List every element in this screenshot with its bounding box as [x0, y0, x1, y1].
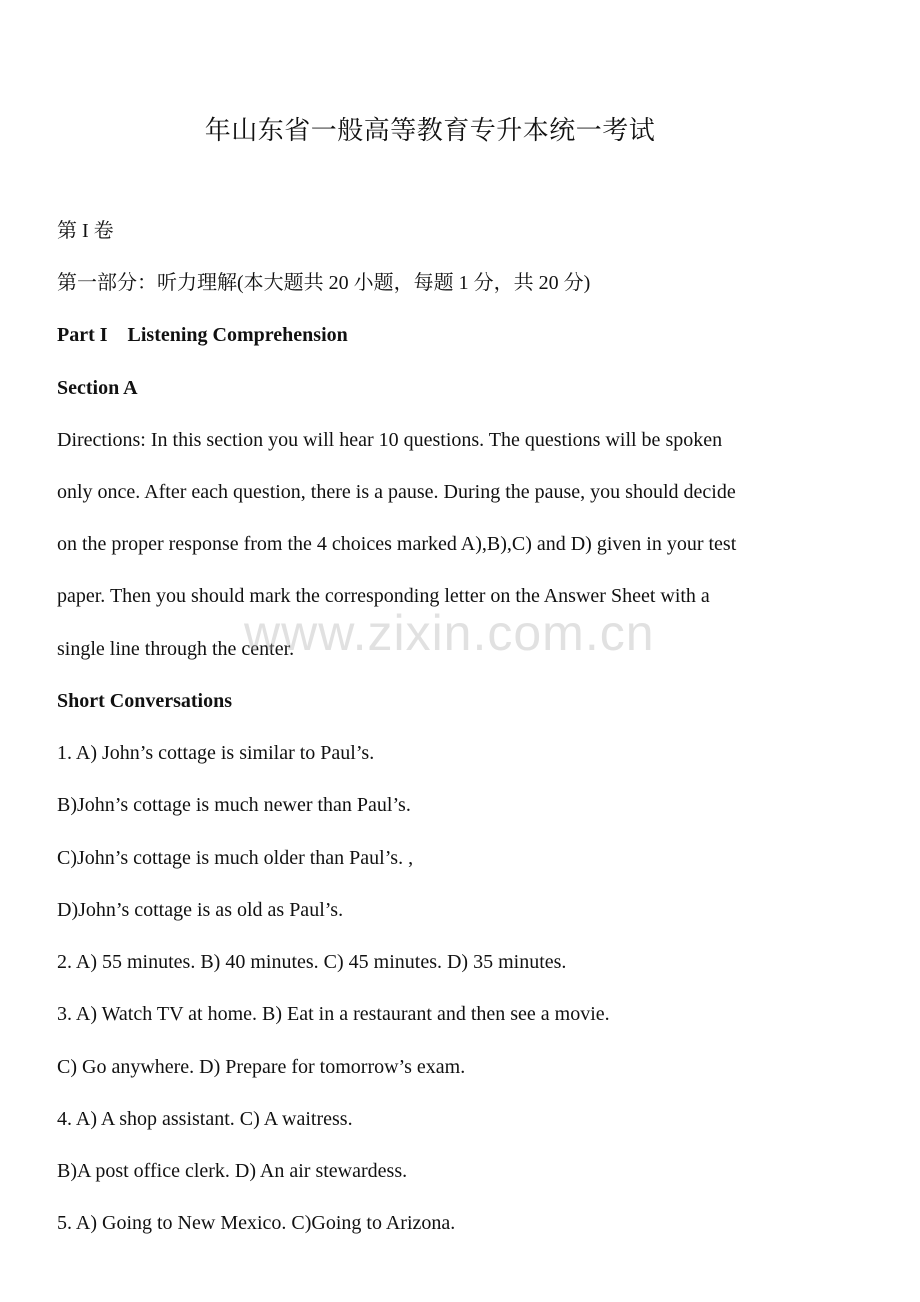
question-line: 2. A) 55 minutes. B) 40 minutes. C) 45 minutes. D) 35 minutes. [57, 951, 567, 973]
question-line: D)John’s cottage is as old as Paul’s. [57, 899, 344, 921]
directions-line: single line through the center. [57, 638, 295, 660]
directions-line: Directions: In this section you will hear 10 questions. The questions will be spoken [57, 429, 723, 451]
question-line: C) Go anywhere. D) Prepare for tomorrow’s exam. [57, 1056, 466, 1078]
document-title: 年山东省一般高等教育专升本统一考试 [204, 116, 656, 145]
question-line: 4. A) A shop assistant. C) A waitress. [57, 1108, 353, 1130]
watermark: www.zixin.com.cn [244, 605, 655, 661]
question-line: 1. A) John’s cottage is similar to Paul’s. [57, 742, 375, 764]
question-line: 5. A) Going to New Mexico. C)Going to Arizona. [57, 1212, 456, 1234]
question-line: 3. A) Watch TV at home. B) Eat in a restaurant and then see a movie. [57, 1003, 610, 1025]
section-heading: Section A [57, 377, 138, 399]
directions-line: only once. After each question, there is a pause. During the pause, you should decide [57, 481, 736, 503]
question-line: B)John’s cottage is much newer than Paul’s. [57, 794, 411, 816]
part-heading-cn: 第一部分：听力理解(本大题共 20 小题，每题 1 分，共 20 分) [57, 272, 591, 294]
volume-label: 第 I 卷 [57, 220, 114, 242]
question-line: C)John’s cottage is much older than Paul’s. , [57, 847, 414, 869]
directions-line: on the proper response from the 4 choices marked A),B),C) and D) given in your test [57, 533, 737, 555]
directions-line: paper. Then you should mark the corresponding letter on the Answer Sheet with a [57, 585, 710, 607]
part-heading-en: Part I Listening Comprehension [57, 324, 348, 346]
question-line: B)A post office clerk. D) An air stewardess. [57, 1160, 408, 1182]
subsection-heading: Short Conversations [57, 690, 233, 712]
